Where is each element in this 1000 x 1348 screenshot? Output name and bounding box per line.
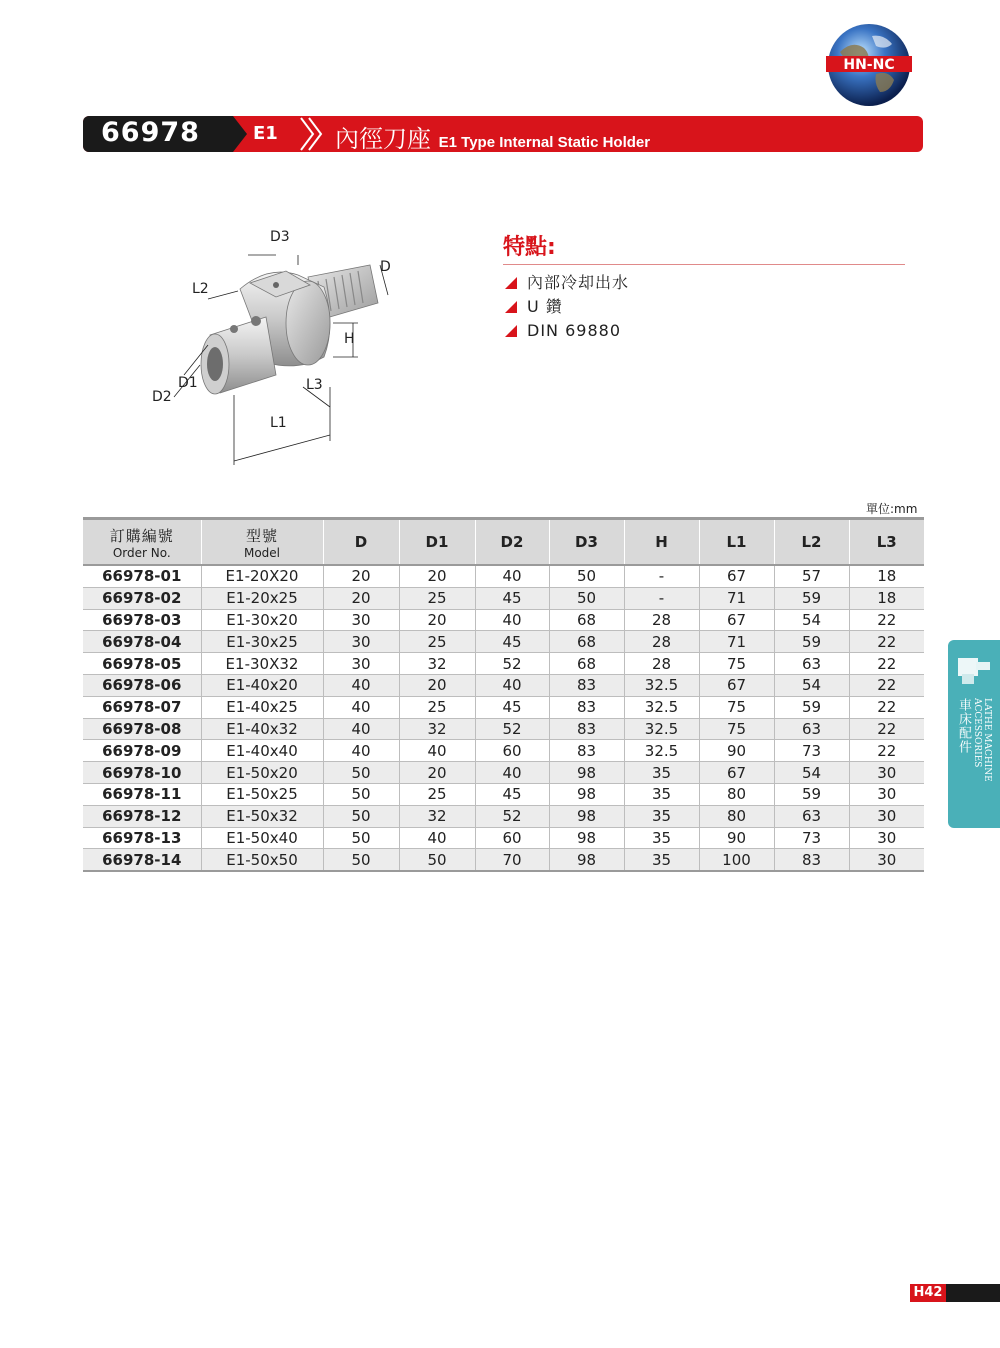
- table-cell: 80: [699, 805, 774, 827]
- brand-logo: [826, 22, 912, 108]
- table-cell: 40: [323, 696, 399, 718]
- table-cell: 22: [849, 740, 924, 762]
- side-tab-label-en: LATHE MACHINE ACCESSORIES: [972, 698, 992, 782]
- table-cell: 90: [699, 827, 774, 849]
- table-row: [83, 740, 924, 762]
- header-order-no: 訂購編號 Order No.: [83, 519, 201, 566]
- table-cell: 98: [549, 783, 624, 805]
- table-cell: 68: [549, 609, 624, 631]
- product-order-number: 66978: [101, 117, 200, 148]
- product-series: E1: [253, 123, 278, 144]
- table-cell: 28: [624, 631, 699, 653]
- table-cell: 32: [399, 718, 475, 740]
- table-cell: 18: [849, 587, 924, 609]
- table-cell: 30: [323, 653, 399, 675]
- order-number-cell: 66978-01: [83, 565, 201, 587]
- table-cell: 45: [475, 696, 549, 718]
- table-cell: 68: [549, 653, 624, 675]
- table-cell: 60: [475, 740, 549, 762]
- tool-holder-icon: [954, 648, 994, 688]
- table-cell: 25: [399, 587, 475, 609]
- model-cell: E1-40x20: [201, 674, 323, 696]
- table-row: [83, 783, 924, 805]
- order-number-cell: 66978-13: [83, 827, 201, 849]
- bullet-triangle-icon: [505, 277, 517, 289]
- dim-label-d: D: [380, 259, 391, 275]
- table-cell: 30: [849, 762, 924, 784]
- model-cell: E1-40x25: [201, 696, 323, 718]
- order-number-cell: 66978-03: [83, 609, 201, 631]
- model-cell: E1-50x20: [201, 762, 323, 784]
- features-title: 特點:: [503, 230, 905, 265]
- table-cell: 30: [323, 609, 399, 631]
- table-cell: 50: [549, 587, 624, 609]
- table-cell: 20: [399, 565, 475, 587]
- table-cell: 20: [399, 609, 475, 631]
- table-row: [83, 849, 924, 871]
- title-bar: [83, 116, 923, 152]
- order-number-cell: 66978-02: [83, 587, 201, 609]
- table-cell: 40: [475, 609, 549, 631]
- table-row: [83, 653, 924, 675]
- features-panel: [503, 230, 905, 343]
- table-cell: 30: [849, 849, 924, 871]
- model-cell: E1-40x32: [201, 718, 323, 740]
- table-cell: 40: [323, 674, 399, 696]
- table-cell: 67: [699, 674, 774, 696]
- table-cell: 73: [774, 827, 849, 849]
- table-cell: 73: [774, 740, 849, 762]
- table-cell: 20: [323, 587, 399, 609]
- table-cell: 35: [624, 805, 699, 827]
- dim-label-d1: D1: [178, 375, 198, 391]
- table-cell: 22: [849, 718, 924, 740]
- order-number-cell: 66978-10: [83, 762, 201, 784]
- table-cell: 32.5: [624, 674, 699, 696]
- table-cell: 50: [323, 762, 399, 784]
- order-number-cell: 66978-09: [83, 740, 201, 762]
- header-h: H: [624, 519, 699, 566]
- table-cell: -: [624, 565, 699, 587]
- table-cell: 98: [549, 827, 624, 849]
- table-cell: 25: [399, 631, 475, 653]
- bullet-triangle-icon: [505, 301, 517, 313]
- table-cell: 83: [549, 740, 624, 762]
- table-cell: 40: [475, 762, 549, 784]
- table-row: [83, 587, 924, 609]
- table-cell: 67: [699, 565, 774, 587]
- table-cell: 63: [774, 805, 849, 827]
- table-cell: 100: [699, 849, 774, 871]
- table-cell: 50: [323, 849, 399, 871]
- table-cell: 50: [323, 783, 399, 805]
- table-row: [83, 631, 924, 653]
- table-cell: 35: [624, 762, 699, 784]
- table-cell: 40: [323, 740, 399, 762]
- table-cell: 59: [774, 783, 849, 805]
- table-cell: 83: [774, 849, 849, 871]
- table-cell: 98: [549, 762, 624, 784]
- model-cell: E1-50x50: [201, 849, 323, 871]
- table-cell: 50: [323, 805, 399, 827]
- header-d1: D1: [399, 519, 475, 566]
- table-row: [83, 805, 924, 827]
- dim-label-d2: D2: [152, 389, 172, 405]
- bullet-triangle-icon: [505, 325, 517, 337]
- table-cell: 40: [475, 674, 549, 696]
- table-cell: 32.5: [624, 740, 699, 762]
- table-cell: 30: [849, 827, 924, 849]
- feature-item: U 鑽: [503, 295, 905, 319]
- table-cell: 40: [399, 740, 475, 762]
- table-cell: 90: [699, 740, 774, 762]
- table-cell: 52: [475, 653, 549, 675]
- feature-item: DIN 69880: [503, 319, 905, 343]
- table-cell: 30: [323, 631, 399, 653]
- order-number-cell: 66978-07: [83, 696, 201, 718]
- table-cell: 68: [549, 631, 624, 653]
- header-model: 型號 Model: [201, 519, 323, 566]
- table-cell: 67: [699, 762, 774, 784]
- table-cell: 45: [475, 783, 549, 805]
- dim-label-d3: D3: [270, 229, 290, 245]
- table-cell: 71: [699, 631, 774, 653]
- table-cell: 83: [549, 718, 624, 740]
- table-cell: 54: [774, 762, 849, 784]
- table-cell: 50: [323, 827, 399, 849]
- header-d: D: [323, 519, 399, 566]
- table-cell: 98: [549, 805, 624, 827]
- table-cell: 22: [849, 674, 924, 696]
- table-cell: 35: [624, 827, 699, 849]
- table-cell: 32: [399, 805, 475, 827]
- chevron-right-icon: [297, 116, 327, 152]
- header-l2: L2: [774, 519, 849, 566]
- header-l1: L1: [699, 519, 774, 566]
- page-number: [910, 1284, 1000, 1302]
- table-cell: 35: [624, 849, 699, 871]
- table-cell: 32.5: [624, 718, 699, 740]
- spec-table: [83, 517, 924, 872]
- model-cell: E1-30x25: [201, 631, 323, 653]
- table-cell: 63: [774, 653, 849, 675]
- table-row: [83, 674, 924, 696]
- header-l3: L3: [849, 519, 924, 566]
- table-cell: 40: [399, 827, 475, 849]
- table-cell: 32: [399, 653, 475, 675]
- table-cell: 80: [699, 783, 774, 805]
- table-row: [83, 565, 924, 587]
- model-cell: E1-50x32: [201, 805, 323, 827]
- model-cell: E1-50x40: [201, 827, 323, 849]
- order-number-cell: 66978-05: [83, 653, 201, 675]
- product-drawing: [148, 225, 408, 475]
- table-cell: 59: [774, 696, 849, 718]
- feature-item: 內部冷却出水: [503, 271, 905, 295]
- table-cell: 70: [475, 849, 549, 871]
- table-row: [83, 827, 924, 849]
- table-cell: 60: [475, 827, 549, 849]
- table-cell: 25: [399, 783, 475, 805]
- header-d2: D2: [475, 519, 549, 566]
- header-d3: D3: [549, 519, 624, 566]
- dim-label-l3: L3: [306, 377, 323, 393]
- table-header-row: [83, 519, 924, 566]
- section-side-tab[interactable]: [948, 640, 1000, 828]
- table-cell: 75: [699, 696, 774, 718]
- order-number-cell: 66978-08: [83, 718, 201, 740]
- table-cell: 28: [624, 609, 699, 631]
- table-cell: 25: [399, 696, 475, 718]
- table-cell: 52: [475, 805, 549, 827]
- table-cell: 75: [699, 653, 774, 675]
- table-cell: 18: [849, 565, 924, 587]
- table-row: [83, 718, 924, 740]
- table-row: [83, 609, 924, 631]
- table-cell: 52: [475, 718, 549, 740]
- model-cell: E1-20x25: [201, 587, 323, 609]
- table-cell: 22: [849, 653, 924, 675]
- side-tab-label-zh: 車床配件: [956, 698, 971, 754]
- order-number-cell: 66978-14: [83, 849, 201, 871]
- table-cell: 50: [399, 849, 475, 871]
- unit-label: 單位:mm: [866, 502, 918, 516]
- product-name: [335, 119, 650, 154]
- table-cell: 75: [699, 718, 774, 740]
- dim-label-h: H: [344, 331, 355, 347]
- table-cell: 57: [774, 565, 849, 587]
- table-cell: 20: [399, 674, 475, 696]
- model-cell: E1-20X20: [201, 565, 323, 587]
- order-number-cell: 66978-04: [83, 631, 201, 653]
- table-cell: 83: [549, 696, 624, 718]
- table-cell: 71: [699, 587, 774, 609]
- table-row: [83, 762, 924, 784]
- order-number-cell: 66978-11: [83, 783, 201, 805]
- product-name-en: E1 Type Internal Static Holder: [438, 134, 651, 151]
- table-cell: 22: [849, 696, 924, 718]
- table-cell: 54: [774, 674, 849, 696]
- order-number-cell: 66978-06: [83, 674, 201, 696]
- table-row: [83, 696, 924, 718]
- page-number-label: H42: [910, 1284, 946, 1302]
- table-cell: 67: [699, 609, 774, 631]
- model-cell: E1-30X32: [201, 653, 323, 675]
- table-cell: 83: [549, 674, 624, 696]
- model-cell: E1-40x40: [201, 740, 323, 762]
- order-number-cell: 66978-12: [83, 805, 201, 827]
- table-cell: 35: [624, 783, 699, 805]
- table-cell: 98: [549, 849, 624, 871]
- table-cell: 28: [624, 653, 699, 675]
- model-cell: E1-30x20: [201, 609, 323, 631]
- table-cell: 22: [849, 609, 924, 631]
- table-cell: 30: [849, 805, 924, 827]
- table-cell: 59: [774, 587, 849, 609]
- table-cell: 32.5: [624, 696, 699, 718]
- table-cell: 45: [475, 631, 549, 653]
- dim-label-l2: L2: [192, 281, 209, 297]
- table-cell: 54: [774, 609, 849, 631]
- table-cell: 59: [774, 631, 849, 653]
- table-cell: 40: [475, 565, 549, 587]
- table-cell: 63: [774, 718, 849, 740]
- table-cell: 20: [323, 565, 399, 587]
- model-cell: E1-50x25: [201, 783, 323, 805]
- product-name-zh: 內徑刀座: [335, 125, 431, 153]
- table-cell: 50: [549, 565, 624, 587]
- table-cell: 20: [399, 762, 475, 784]
- table-cell: -: [624, 587, 699, 609]
- logo-text: HN-NC: [843, 57, 895, 73]
- dim-label-l1: L1: [270, 415, 287, 431]
- table-cell: 30: [849, 783, 924, 805]
- table-cell: 22: [849, 631, 924, 653]
- table-cell: 45: [475, 587, 549, 609]
- table-cell: 40: [323, 718, 399, 740]
